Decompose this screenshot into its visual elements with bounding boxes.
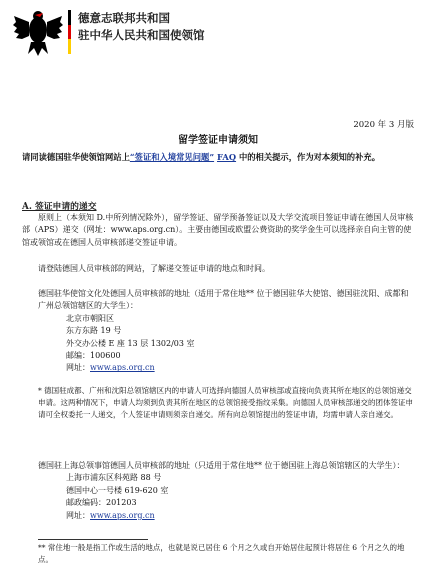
- shanghai-web-link[interactable]: www.aps.org.cn: [90, 510, 155, 520]
- shanghai-addr-3: 邮政编码：201203: [66, 498, 137, 508]
- flag-stripe-black: [68, 10, 71, 25]
- section-a-paragraph-2: 请登陆德国人员审核部的网站，了解递交签证申请的地点和时间。: [38, 264, 270, 273]
- footnote-divider: [38, 539, 148, 540]
- embassy-aps-address: [38, 288, 414, 375]
- issuing-authority: [78, 10, 205, 44]
- shanghai-addr-2: 德国中心一号楼 619-620 室: [66, 485, 169, 495]
- embassy-addr-1: 北京市朝阳区: [66, 313, 114, 323]
- section-a-paragraph-1: 原则上（本须知 D.中所列情况除外），留学签证、留学预备签证以及大学交流项目签证申请在德国人员审核部（APS）递交（网址：www.aps.org.cn）。主要由德国或欧盟公费资助的奖学金生可以选择亲自向主管的使馆或领馆或在德国人员审核部递交签证申请。: [22, 213, 414, 247]
- federal-eagle-icon: [12, 8, 64, 58]
- embassy-web-link[interactable]: www.aps.org.cn: [90, 363, 155, 373]
- intro-paragraph: [22, 151, 414, 164]
- intro-post: 中的相关提示，作为对本须知的补充。: [236, 152, 380, 162]
- faq-abbr-link[interactable]: FAQ: [216, 152, 237, 162]
- shanghai-aps-address: [38, 460, 414, 522]
- residence-footnote: ** 常住地一般是指工作或生活的地点，也就是说已居住 6 个月之久或自开始居住起预计将居住 6 个月之久的地点。: [38, 543, 405, 564]
- shanghai-intro: 德国驻上海总领事馆德国人员审核部的地址（只适用于常住地** 位于德国驻上海总领馆辖区的大学生）：: [38, 461, 405, 470]
- org-line-2: 驻中华人民共和国使领馆: [78, 28, 205, 42]
- shanghai-web-label: 网址：: [66, 510, 90, 520]
- intro-pre: 请同读德国驻华使领馆网站上: [22, 152, 130, 162]
- embassy-intro: 德国驻华使馆文化处德国人员审核部的地址（适用于常住地** 位于德国驻华大使馆、德国驻沈阳、成都和广州总领馆辖区的大学生）：: [38, 289, 409, 311]
- consulate-note: * 德国驻成都、广州和沈阳总领馆辖区内的申请人可选择向德国人员审核部或直接向负责其所在地区的总领馆递交申请。这两种情况下，申请人均须到负责其所在地区的总领馆接受指纹采集。向德国人员审核部递交的团体签证申请可全权委托一人递交，个人签证申请则须亲自递交。所有向总领馆提出的签证申请，均需申请人亲自递交。: [38, 386, 413, 419]
- section-a-heading: A. 签证申请的递交: [22, 202, 97, 212]
- document-title: 留学签证申请须知: [178, 135, 258, 146]
- shanghai-addr-1: 上海市浦东区科苑路 88 号: [66, 473, 162, 483]
- embassy-addr-2: 东方东路 19 号: [66, 326, 122, 336]
- flag-stripe-gold: [68, 39, 71, 54]
- german-flag-bar: [68, 10, 71, 54]
- embassy-addr-4: 邮编：100600: [66, 351, 121, 361]
- embassy-web-label: 网址：: [66, 363, 90, 373]
- embassy-addr-3: 外交办公楼 E 座 13 层 1302/03 室: [66, 338, 195, 348]
- org-line-1: 德意志联邦共和国: [78, 11, 170, 25]
- faq-link[interactable]: “签证和入境常见问题”: [129, 152, 215, 162]
- embassy-website: [38, 362, 414, 374]
- shanghai-website: [38, 510, 414, 522]
- flag-stripe-red: [68, 25, 71, 40]
- document-date: 2020 年 3 月版: [353, 120, 414, 130]
